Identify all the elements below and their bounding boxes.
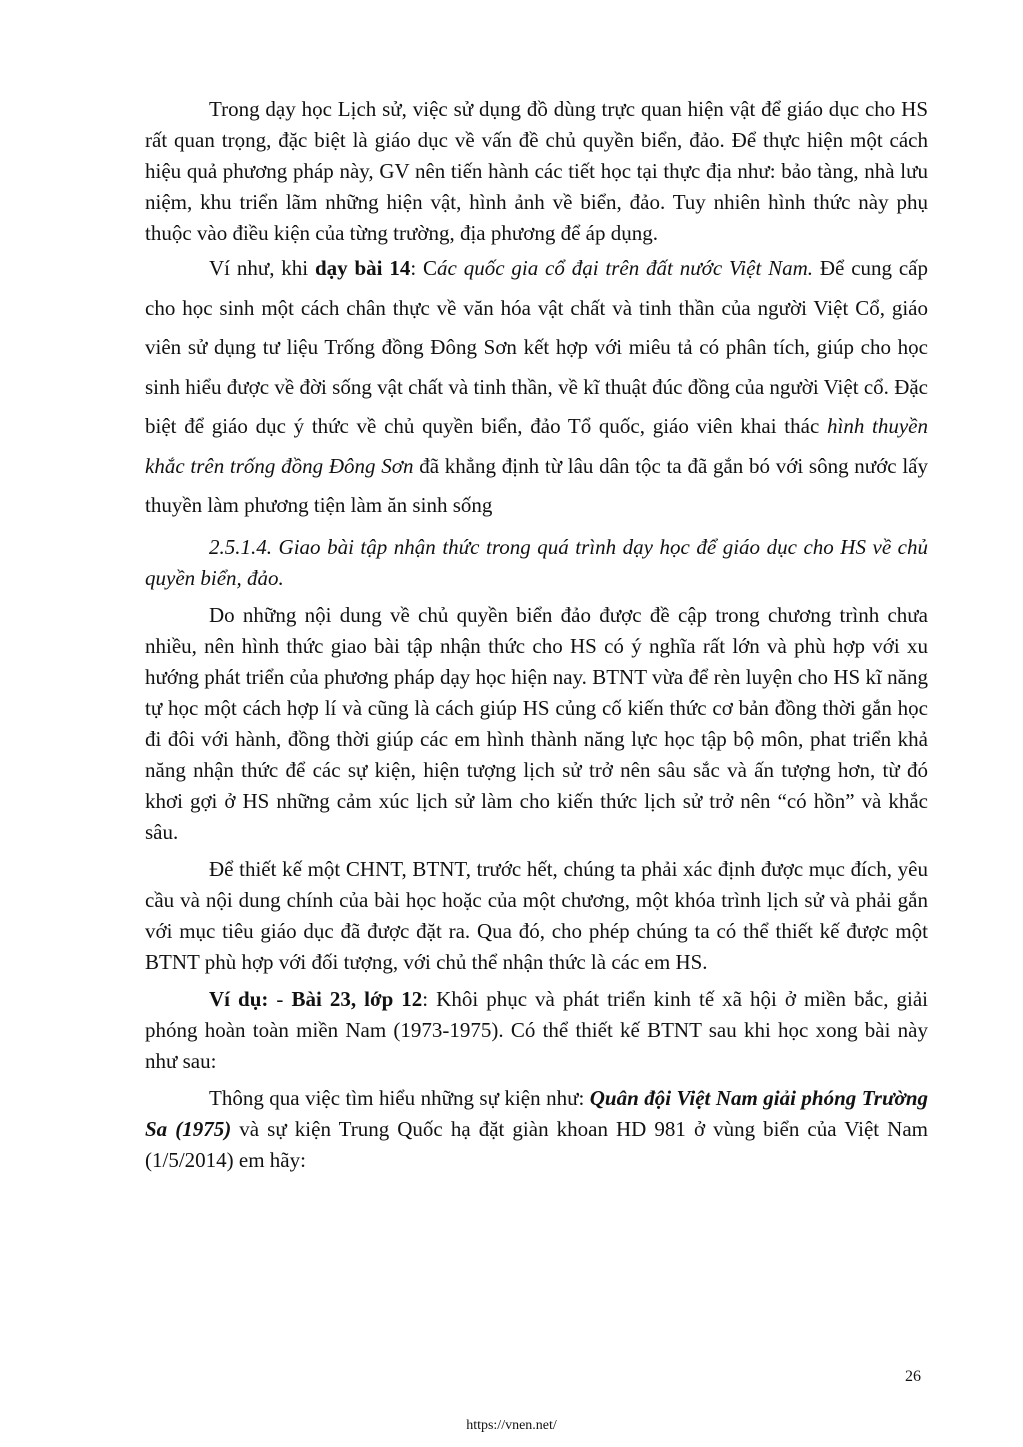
section-heading-2-5-1-4: 2.5.1.4. Giao bài tập nhận thức trong quá trình dạy học để giáo dục cho HS về chủ quyền biển, đảo. xyxy=(145,534,928,590)
event-truong-sa: Quân đội Việt Nam giải phóng Trường Sa (1975) xyxy=(145,1085,928,1141)
events-intro: Thông qua việc tìm hiểu những sự kiện như: xyxy=(209,1085,590,1110)
paragraph-cognitive-exercises: Do những nội dung về chủ quyền biển đảo được đề cập trong chương trình chưa nhiều, nên hình thức giao bài tập nhận thức cho HS có ý nghĩa rất lớn và phù hợp với xu hướng phát triển của phương pháp dạy học hiện nay. BTNT vừa để rèn luyện cho HS kĩ năng tự học một cách hợp lí và cũng là cách giúp HS củng cố kiến thức cơ bản đồng thời gắn học đi đôi với hành, đồng thời giúp các em hình thành năng lực học tập bộ môn, phat triển khả năng nhận thức để các sự kiện, hiện tượng lịch sử trở nên sâu sắc và ấn tượng hơn, từ đó khơi gợi ở HS những cảm xúc lịch sử làm cho kiến thức lịch sử trở nên “có hồn” và khắc sâu. xyxy=(145,602,928,844)
paragraph-visual-aids: Trong dạy học Lịch sử, việc sử dụng đồ dùng trực quan hiện vật để giáo dục cho HS rất quan trọng, đặc biệt là giáo dục về vấn đề chủ quyền biển, đảo. Để thực hiện một cách hiệu quả phương pháp này, GV nên tiến hành các tiết học tại thực địa như: bảo tàng, nhà lưu niệm, khu triển lãm những hiện vật, hình ảnh về biển, đảo. Tuy nhiên hình thức này phụ thuộc vào điều kiện của từng trường, địa phương để áp dụng. xyxy=(145,97,928,245)
lesson-14-label: dạy bài 14 xyxy=(314,256,411,280)
paragraph-example xyxy=(145,984,928,1077)
example-body: : Khôi phục và phát triển kinh tế xã hội ở miền bắc, giải phóng hoàn toàn miền Nam (1973-1975). Có thể thiết kế BTNT sau khi học xong bài này như sau: xyxy=(145,986,928,1073)
paragraph-events xyxy=(145,1083,928,1176)
lesson-14-colon: : C xyxy=(410,256,438,280)
page-number: 26 xyxy=(905,1368,921,1385)
paragraph-design-btnt: Để thiết kế một CHNT, BTNT, trước hết, chúng ta phải xác định được mục đích, yêu cầu và nội dung chính của bài học hoặc của một chương, một khóa trình lịch sử và phải gắn với mục tiêu giáo dục đã được đặt ra. Qua đó, cho phép chúng ta có thể thiết kế được một BTNT phù hợp với đối tượng, với chủ thể nhận thức là các em HS. xyxy=(145,856,928,974)
lesson-14-title: ác quốc gia cổ đại trên đất nước Việt Nam. xyxy=(437,256,814,280)
boat-engraving-phrase: hình thuyền khắc trên trống đồng Đông Sơn xyxy=(145,414,929,478)
footer-url[interactable]: https://vnen.net/ xyxy=(466,1418,557,1433)
lesson-14-body-end: đã khẳng định từ lâu dân tộc ta đã gắn bó với sông nước lấy thuyền làm phương tiện làm ăn sinh sống xyxy=(145,453,928,517)
example-dash: - xyxy=(268,986,292,1011)
document-page xyxy=(145,94,928,1176)
paragraph-lesson-14 xyxy=(145,249,928,526)
lesson-14-body: Để cung cấp cho học sinh một cách chân thực về văn hóa vật chất và tinh thần của người Việt Cổ, giáo viên sử dụng tư liệu Trống đồng Đông Sơn kết hợp với miêu tả có phân tích, giúp cho học sinh hiểu được về đời sống vật chất và tinh thần, về kĩ thuật đúc đồng của người Việt cổ. Đặc biệt để giáo dục ý thức về chủ quyền biển, đảo Tổ quốc, giáo viên khai thác xyxy=(145,256,929,438)
events-body: và sự kiện Trung Quốc hạ đặt giàn khoan HD 981 ở vùng biển của Việt Nam (1/5/2014) em hãy: xyxy=(145,1116,928,1172)
example-label: Ví dụ: xyxy=(209,986,269,1011)
lesson-14-intro: Ví như, khi xyxy=(209,256,315,280)
example-lesson: Bài 23, lớp 12 xyxy=(291,986,423,1011)
